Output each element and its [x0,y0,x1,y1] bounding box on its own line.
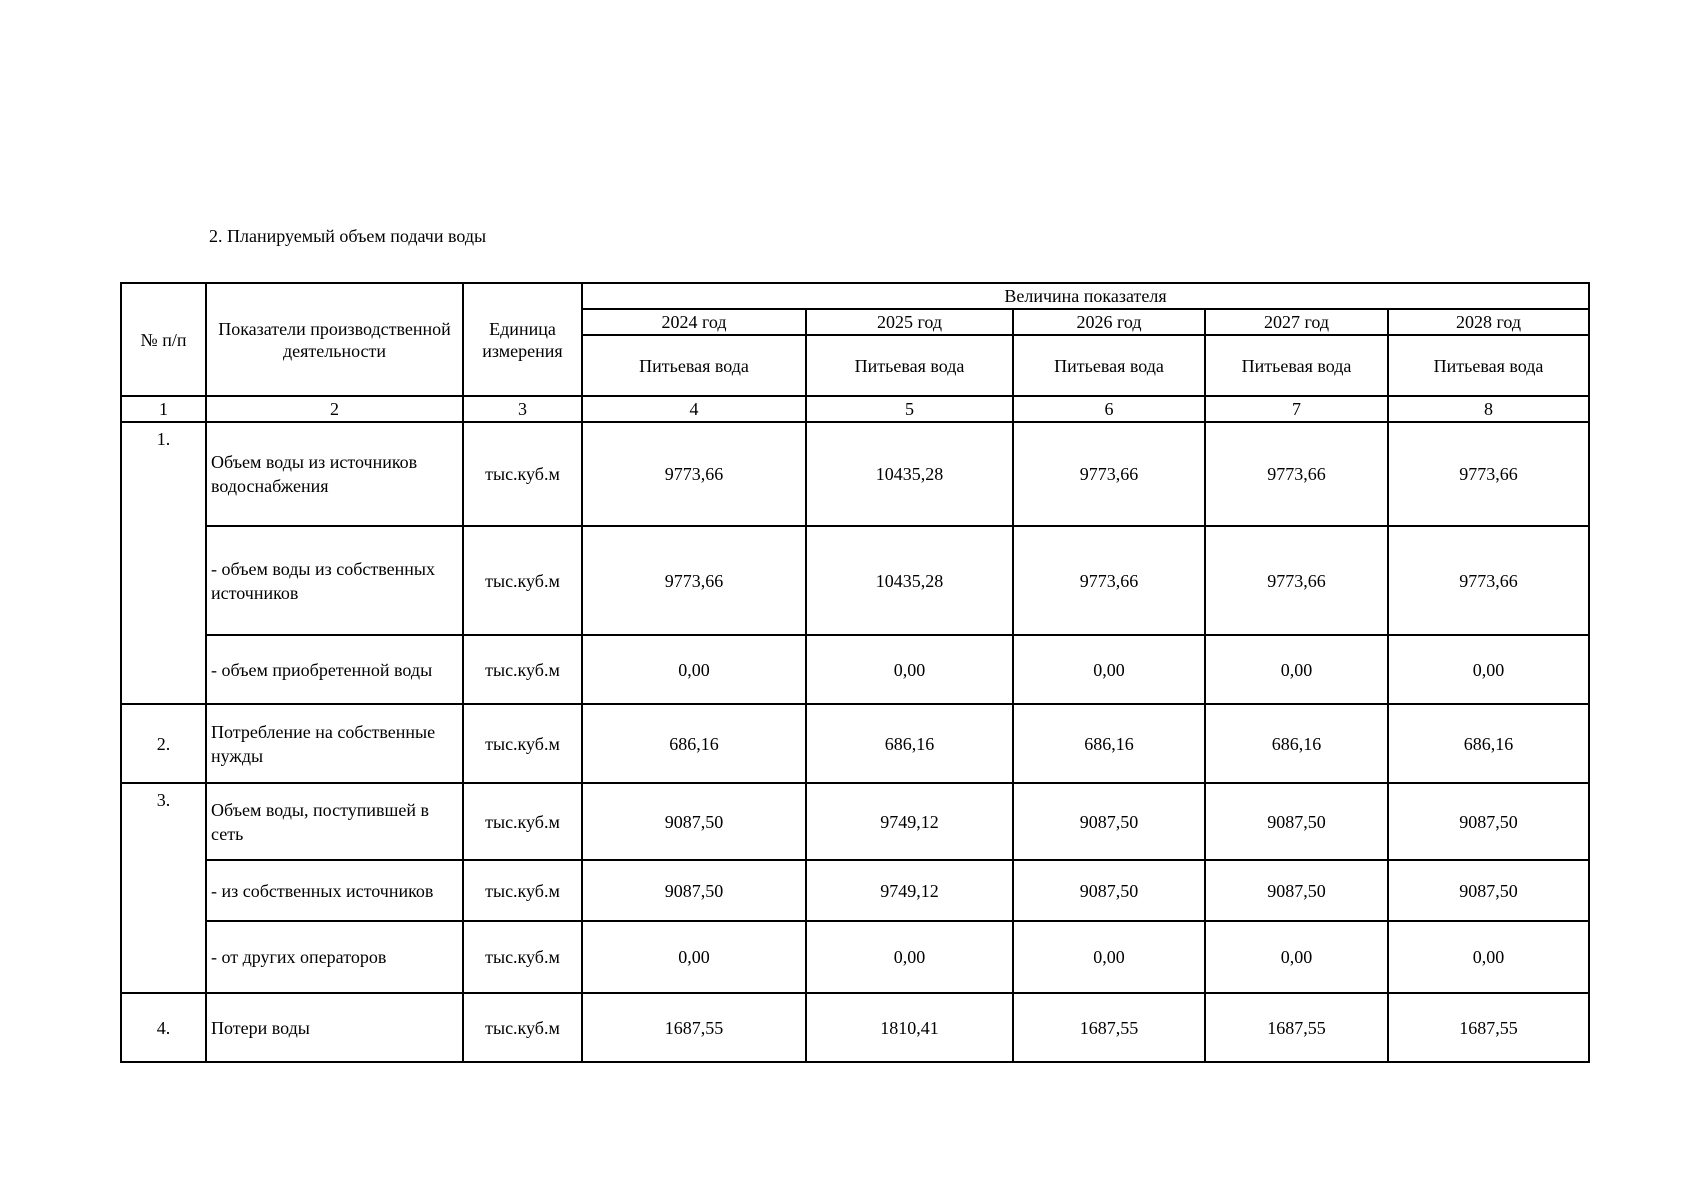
header-year: 2027 год [1205,309,1388,335]
value-cell: 1810,41 [806,993,1013,1062]
indicator-name: Объем воды из источников водоснабжения [206,422,463,526]
unit: тыс.куб.м [463,921,582,993]
header-year: 2025 год [806,309,1013,335]
value-cell: 686,16 [1205,704,1388,783]
value-cell: 9773,66 [1388,526,1589,635]
value-cell: 9087,50 [1013,783,1205,860]
table-row [121,704,1589,783]
header-year: 2026 год [1013,309,1205,335]
header-water-type: Питьевая вода [582,335,806,396]
value-cell: 0,00 [1013,921,1205,993]
value-cell: 9087,50 [1205,860,1388,921]
value-cell: 1687,55 [1205,993,1388,1062]
value-cell: 686,16 [1013,704,1205,783]
header-water-type: Питьевая вода [806,335,1013,396]
column-number: 8 [1388,396,1589,422]
row-number: 3. [121,783,206,993]
unit: тыс.куб.м [463,704,582,783]
table-row [121,860,1589,921]
header-water-type: Питьевая вода [1013,335,1205,396]
table-row [121,783,1589,860]
document-title: 2. Планируемый объем подачи воды [209,226,487,246]
value-cell: 10435,28 [806,422,1013,526]
indicator-name: - из собственных источников [206,860,463,921]
value-cell: 1687,55 [582,993,806,1062]
header-col-no: № п/п [121,283,206,396]
header-year: 2024 год [582,309,806,335]
unit: тыс.куб.м [463,635,582,704]
table-row [121,921,1589,993]
column-number: 7 [1205,396,1388,422]
value-cell: 0,00 [806,921,1013,993]
value-cell: 9087,50 [582,860,806,921]
header-year: 2028 год [1388,309,1589,335]
value-cell: 686,16 [582,704,806,783]
row-number: 4. [121,993,206,1062]
value-cell: 686,16 [1388,704,1589,783]
value-cell: 9773,66 [582,422,806,526]
value-cell: 686,16 [806,704,1013,783]
value-cell: 0,00 [1205,921,1388,993]
unit: тыс.куб.м [463,783,582,860]
value-cell: 0,00 [582,635,806,704]
value-cell: 9087,50 [1388,783,1589,860]
value-cell: 0,00 [1205,635,1388,704]
table-row [121,422,1589,526]
value-cell: 9087,50 [582,783,806,860]
value-cell: 0,00 [1013,635,1205,704]
water-supply-table [120,282,1590,1063]
header-col-unit: Единица измерения [463,283,582,396]
column-number: 2 [206,396,463,422]
value-cell: 9773,66 [582,526,806,635]
indicator-name: - от других операторов [206,921,463,993]
value-cell: 9773,66 [1205,422,1388,526]
value-cell: 9749,12 [806,860,1013,921]
value-cell: 9773,66 [1388,422,1589,526]
value-cell: 0,00 [582,921,806,993]
value-cell: 10435,28 [806,526,1013,635]
column-number: 1 [121,396,206,422]
header-water-type: Питьевая вода [1388,335,1589,396]
value-cell: 1687,55 [1388,993,1589,1062]
column-number: 3 [463,396,582,422]
indicator-name: - объем приобретенной воды [206,635,463,704]
header-group: Величина показателя [582,283,1589,309]
unit: тыс.куб.м [463,860,582,921]
value-cell: 9087,50 [1388,860,1589,921]
value-cell: 0,00 [806,635,1013,704]
value-cell: 9773,66 [1205,526,1388,635]
value-cell: 9087,50 [1205,783,1388,860]
unit: тыс.куб.м [463,526,582,635]
value-cell: 9773,66 [1013,422,1205,526]
value-cell: 9749,12 [806,783,1013,860]
value-cell: 9773,66 [1013,526,1205,635]
value-cell: 0,00 [1388,921,1589,993]
header-water-type: Питьевая вода [1205,335,1388,396]
column-number: 4 [582,396,806,422]
table-row [121,993,1589,1062]
row-number: 2. [121,704,206,783]
value-cell: 9087,50 [1013,860,1205,921]
table-row [121,635,1589,704]
column-number: 6 [1013,396,1205,422]
indicator-name: Потери воды [206,993,463,1062]
unit: тыс.куб.м [463,422,582,526]
row-number: 1. [121,422,206,704]
value-cell: 1687,55 [1013,993,1205,1062]
indicator-name: Потребление на собственные нужды [206,704,463,783]
indicator-name: Объем воды, поступившей в сеть [206,783,463,860]
column-number: 5 [806,396,1013,422]
unit: тыс.куб.м [463,993,582,1062]
indicator-name: - объем воды из собственных источников [206,526,463,635]
table-row [121,526,1589,635]
value-cell: 0,00 [1388,635,1589,704]
header-col-indicator: Показатели производственной деятельности [206,283,463,396]
